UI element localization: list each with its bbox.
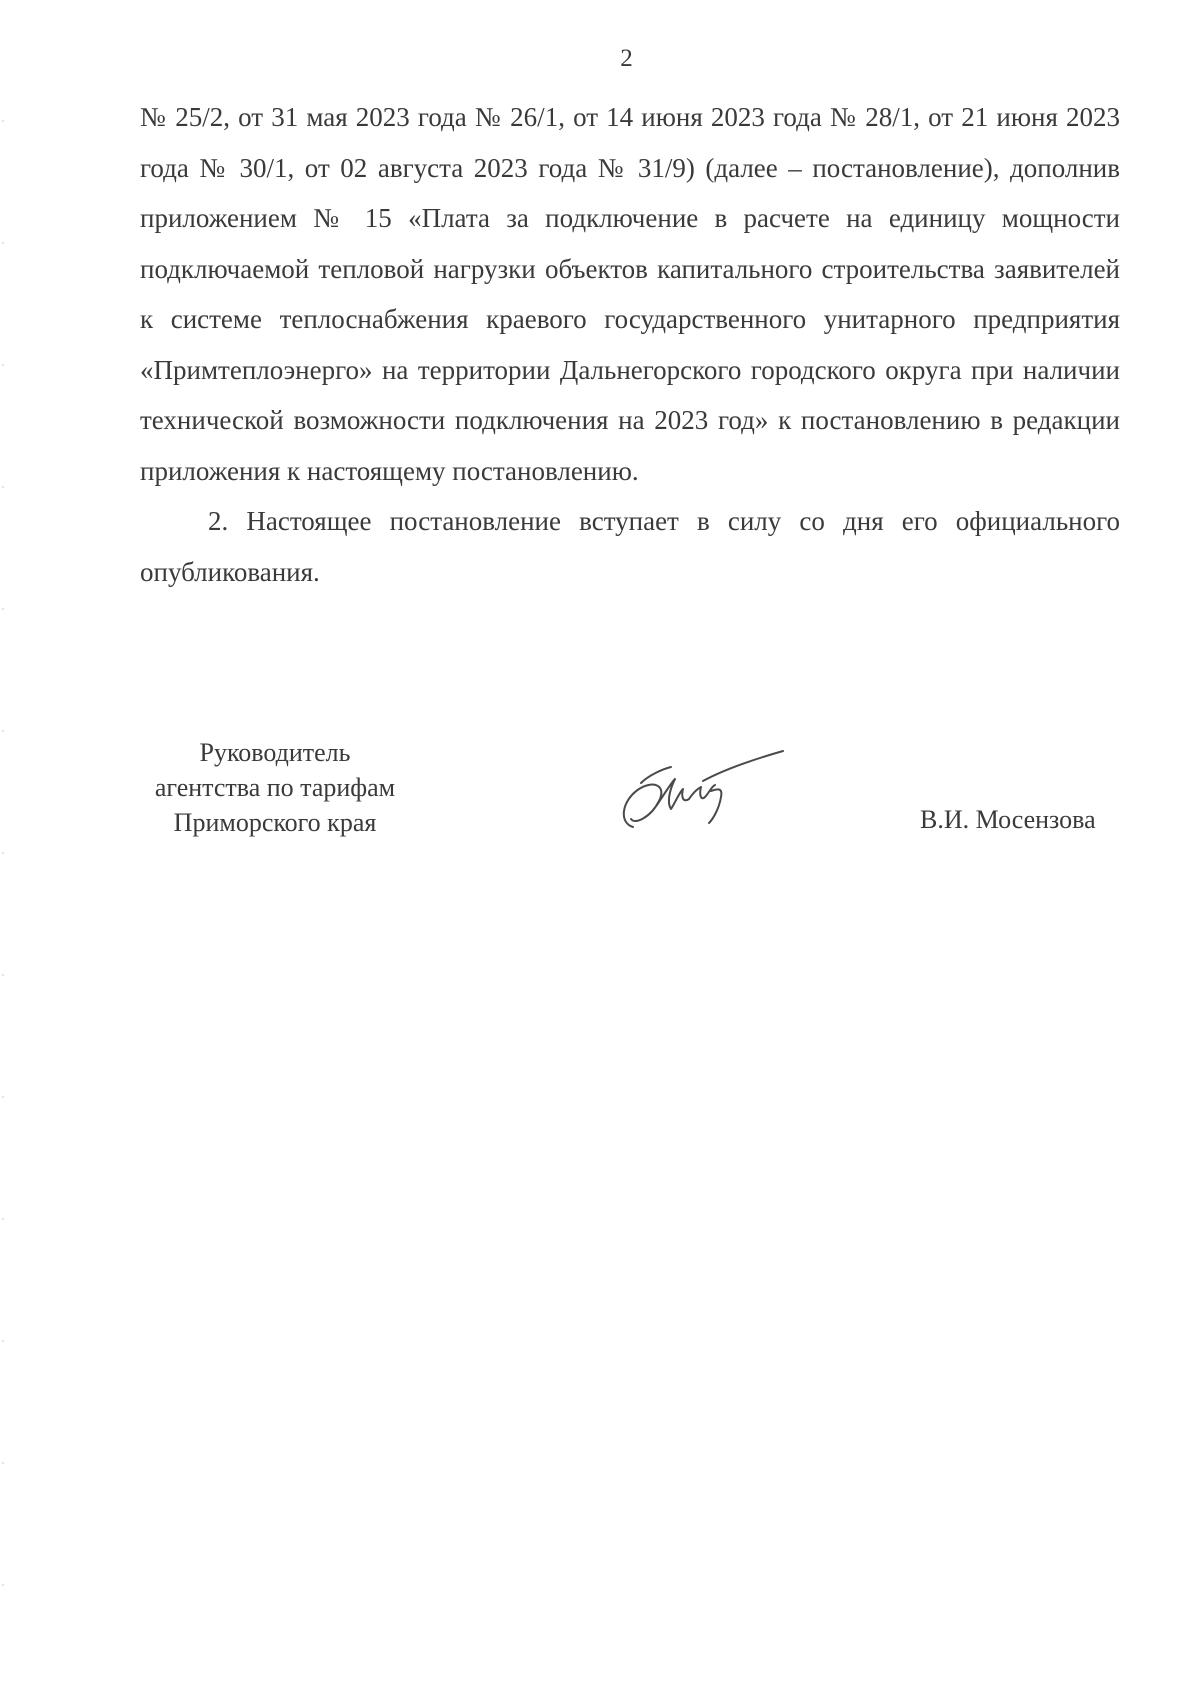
signer-name: В.И. Мосензова bbox=[920, 805, 1096, 834]
signatory-position bbox=[142, 735, 408, 840]
position-line-3: Приморского края bbox=[173, 808, 377, 837]
paragraph-continuation: № 25/2, от 31 мая 2023 года № 26/1, от 14 июня 2023 года № 28/1, от 21 июня 2023 года № 30/1, от 02 августа 2023 года № 31/9) (далее – постановление), дополнив приложением № 15 «Плата за подключение в расчете на единицу мощности подключаемой тепловой нагрузки объектов капитального строительства заявителей к системе теплоснабжения краевого государственного унитарного предприятия «Примтеплоэнерго» на территории Дальнегорского городского округа при наличии технической возможности подключения на 2023 год» к постановлению в редакции приложения к настоящему постановлению. bbox=[140, 102, 1120, 486]
position-line-1: Руководитель bbox=[199, 738, 351, 767]
handwritten-signature bbox=[605, 739, 785, 839]
paragraph-effective-date: 2. Настоящее постановление вступает в силу со дня его официального опубликования. bbox=[140, 506, 1120, 587]
scan-edge-artifact bbox=[2, 0, 4, 1698]
signature-block bbox=[120, 735, 1130, 845]
document-body bbox=[140, 92, 1120, 597]
page-number: 2 bbox=[620, 45, 633, 72]
position-line-2: агентства по тарифам bbox=[154, 773, 396, 802]
